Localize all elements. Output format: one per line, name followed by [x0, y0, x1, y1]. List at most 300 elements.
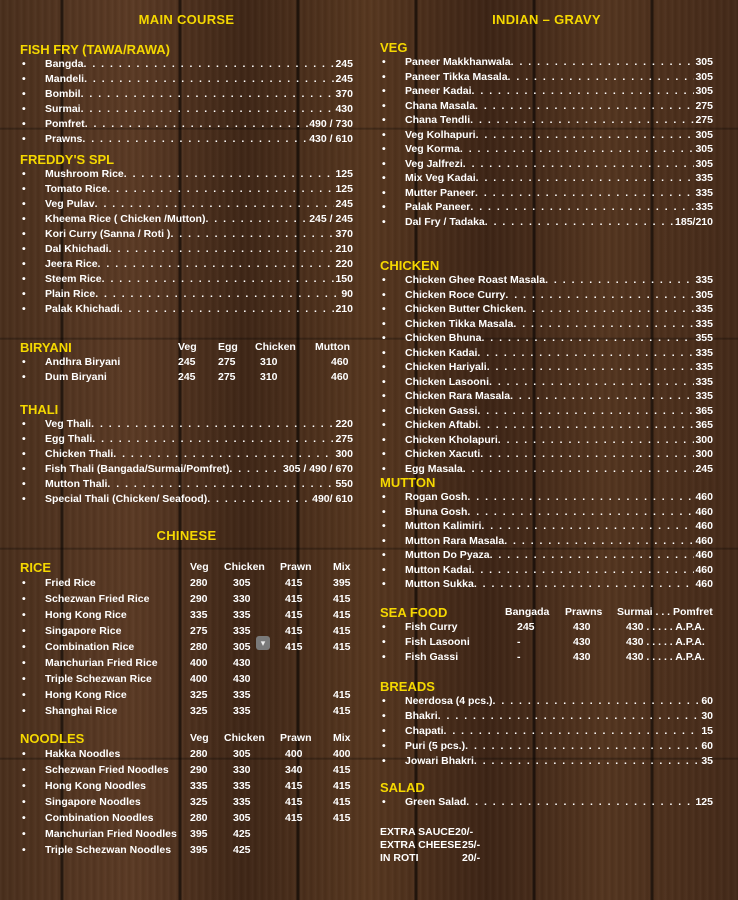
menu-item [20, 432, 353, 447]
menu-item [380, 375, 713, 390]
bullet-icon: • [382, 433, 386, 446]
item-line [405, 724, 713, 739]
item-name: Fish Gassi [405, 651, 459, 663]
bullet-icon: • [382, 462, 386, 475]
bullet-icon: • [382, 491, 386, 503]
item-line [45, 302, 353, 317]
table-row [20, 655, 353, 671]
dot-leader [463, 157, 695, 172]
item-name: Paneer Kadai [405, 85, 472, 97]
item-line [45, 477, 353, 492]
item-name: Bhakri [405, 710, 438, 722]
section-title: NOODLES [20, 731, 85, 746]
item-line [405, 433, 713, 448]
item-list [380, 490, 713, 592]
section-title: FREDDY'S SPL [20, 152, 115, 167]
item-price: 305 [695, 56, 713, 68]
noodles-table [20, 746, 353, 858]
item-price: 430 / 610 [309, 133, 353, 145]
price-cell: 415 [285, 812, 303, 824]
item-name: Singapore Noodles [45, 796, 141, 808]
menu-item [380, 113, 713, 128]
menu-item [20, 72, 353, 87]
bullet-icon: • [22, 228, 26, 240]
price-cell: 415 [285, 593, 303, 605]
item-name: Chicken Butter Chicken [405, 303, 524, 315]
item-price: 460 [695, 549, 713, 561]
price-cell: 280 [190, 577, 208, 589]
extra-row [380, 826, 520, 839]
price-cell: 415 [333, 796, 351, 808]
item-line [405, 171, 713, 186]
table-row [20, 639, 353, 655]
price-cell: 395 [190, 828, 208, 840]
dot-leader [463, 462, 695, 477]
price-cell: 430 . . . . . A.P.A. [626, 651, 705, 663]
item-line [405, 288, 713, 303]
section-title: BIRYANI [20, 340, 72, 355]
price-cell: 400 [190, 673, 208, 685]
bullet-icon: • [22, 812, 26, 824]
item-line [405, 317, 713, 332]
col-header: Prawn [280, 561, 312, 573]
item-line [45, 462, 353, 477]
dot-leader [472, 84, 695, 99]
price-cell: 305 [233, 641, 251, 653]
item-name: Jeera Rice [45, 258, 98, 270]
bullet-icon: • [382, 725, 386, 737]
item-line [45, 182, 353, 197]
price-cell: 275 [190, 625, 208, 637]
menu-item [380, 724, 713, 739]
price-cell: 415 [285, 625, 303, 637]
item-name: Triple Schezwan Noodles [45, 844, 172, 856]
biryani-table [20, 355, 353, 385]
item-name: Combination Noodles [45, 812, 154, 824]
item-line [405, 70, 713, 85]
bullet-icon: • [22, 593, 26, 605]
dot-leader [477, 404, 694, 419]
col-header: Veg [190, 732, 209, 744]
item-line [405, 404, 713, 419]
item-list [380, 273, 713, 476]
item-name: Singapore Rice [45, 625, 122, 637]
bullet-icon: • [22, 448, 26, 460]
item-price: 245 [335, 58, 353, 70]
item-name: Manchurian Fried Noodles [45, 828, 177, 840]
item-line [405, 99, 713, 114]
menu-item [380, 433, 713, 448]
item-name: Chicken Tikka Masala [405, 317, 514, 330]
extra-label: EXTRA SAUCE [380, 826, 455, 838]
price-cell: 335 [190, 609, 208, 621]
price-cell: 325 [190, 689, 208, 701]
price-cell: 415 [333, 705, 351, 717]
col-header: Bangada [505, 606, 550, 618]
col-header: Mutton [315, 341, 350, 353]
price-cell: 425 [233, 844, 251, 856]
item-name: Chicken Bhuna [405, 332, 482, 344]
item-name: Pomfret [45, 118, 85, 130]
item-name: Dum Biryani [45, 371, 107, 383]
item-line [405, 447, 713, 462]
menu-item [20, 87, 353, 102]
item-line [45, 257, 353, 272]
chicken-section [380, 258, 713, 476]
menu-item [380, 84, 713, 99]
bullet-icon: • [382, 448, 386, 460]
item-price: 335 [695, 390, 713, 402]
price-cell: 415 [333, 812, 351, 824]
menu-item [380, 563, 713, 578]
item-price: 335 [695, 361, 713, 373]
menu-item [380, 754, 713, 769]
item-line [45, 102, 353, 117]
table-row [20, 575, 353, 591]
item-line [45, 272, 353, 287]
price-cell: 430 . . . . . A.P.A. [626, 621, 705, 633]
table-row [20, 607, 353, 623]
item-name: Dal Khichadi [45, 243, 109, 255]
seafood-header [380, 605, 713, 620]
bullet-icon: • [382, 143, 386, 155]
item-price: 220 [335, 258, 353, 270]
col-header: Surmai . . . Pomfret [617, 606, 713, 618]
menu-item [20, 242, 353, 257]
menu-item [20, 102, 353, 117]
item-name: Chana Masala [405, 99, 476, 112]
price-cell: 395 [190, 844, 208, 856]
seafood-section [380, 605, 713, 665]
bullet-icon: • [382, 85, 386, 97]
item-line [45, 492, 353, 507]
item-price: 460 [695, 520, 713, 532]
dot-leader [478, 418, 694, 433]
item-name: Tomato Rice [45, 183, 108, 195]
item-line [405, 142, 713, 157]
item-name: Mutton Sukka [405, 578, 474, 590]
col-header: Chicken [255, 341, 296, 353]
menu-item [380, 200, 713, 215]
menu-item [380, 739, 713, 754]
price-cell: 335 [233, 705, 251, 717]
table-row [20, 703, 353, 719]
item-price: 490/ 610 [312, 493, 353, 505]
col-header: Chicken [224, 561, 265, 573]
section-title: SALAD [380, 780, 425, 795]
menu-item [20, 417, 353, 432]
item-name: Chicken Hariyali [405, 361, 487, 373]
table-row [380, 650, 713, 665]
item-line [405, 157, 713, 172]
table-row [20, 826, 353, 842]
dot-leader [107, 477, 334, 492]
bullet-icon: • [22, 673, 26, 685]
menu-item [380, 548, 713, 563]
item-price: 245 / 245 [309, 213, 353, 225]
item-price: 335 [695, 375, 713, 388]
menu-item [20, 167, 353, 182]
item-price: 35 [701, 755, 713, 767]
veg-section [380, 40, 713, 229]
bullet-icon: • [22, 198, 26, 210]
menu-item [380, 534, 713, 549]
menu-item [380, 142, 713, 157]
item-name: Hong Kong Noodles [45, 780, 146, 792]
dot-leader [474, 577, 695, 592]
bullet-icon: • [382, 710, 386, 722]
item-name: Veg Jalfrezi [405, 157, 463, 170]
menu-item [20, 492, 353, 507]
price-cell: 460 [331, 371, 349, 383]
bullet-icon: • [382, 549, 386, 561]
dot-leader [113, 447, 334, 462]
item-line [405, 55, 713, 70]
dot-leader [466, 795, 694, 810]
price-cell: 330 [233, 764, 251, 776]
dot-leader [485, 215, 674, 230]
item-line [405, 519, 713, 534]
bullet-icon: • [22, 493, 26, 505]
bullet-icon: • [382, 186, 386, 199]
item-name: Chicken Kadai [405, 346, 478, 359]
price-cell: 245 [517, 621, 535, 633]
item-name: Palak Khichadi [45, 303, 120, 315]
menu-item [20, 302, 353, 317]
item-price: 370 [335, 228, 353, 240]
dot-leader [467, 505, 694, 520]
item-line [405, 215, 713, 230]
dot-leader [545, 273, 694, 288]
item-price: 185/210 [675, 215, 713, 228]
item-price: 370 [335, 88, 353, 100]
bullet-icon: • [22, 641, 26, 653]
bullet-icon: • [22, 258, 26, 270]
menu-item [20, 257, 353, 272]
table-row [20, 762, 353, 778]
item-line [45, 167, 353, 182]
dot-leader [91, 417, 334, 432]
price-cell: 335 [233, 689, 251, 701]
menu-item [380, 70, 713, 85]
bullet-icon: • [22, 609, 26, 621]
item-line [45, 117, 353, 132]
item-list [20, 417, 353, 507]
item-name: Fish Thali (Bangada/Surmai/Pomfret) [45, 463, 230, 475]
bullet-icon: • [22, 88, 26, 100]
dot-leader [493, 694, 701, 709]
extra-row [380, 852, 520, 865]
price-cell: 340 [285, 764, 303, 776]
price-cell: 280 [190, 812, 208, 824]
dot-leader [472, 563, 695, 578]
item-name: Combination Rice [45, 641, 135, 653]
item-line [45, 432, 353, 447]
bullet-icon: • [382, 755, 386, 767]
item-list [20, 57, 353, 147]
bullet-icon: • [382, 419, 386, 431]
menu-item [380, 577, 713, 592]
dot-leader [523, 302, 694, 317]
extra-row [380, 839, 520, 852]
bullet-icon: • [382, 390, 386, 402]
item-price: 490 / 730 [309, 118, 353, 130]
bullet-icon: • [382, 288, 386, 301]
item-line [405, 302, 713, 317]
menu-item [380, 273, 713, 288]
item-name: Andhra Biryani [45, 356, 121, 368]
item-name: Mutton Kadai [405, 563, 472, 576]
menu-item [380, 418, 713, 433]
table-row [380, 620, 713, 635]
dot-leader [81, 87, 335, 102]
col-header: Prawn [280, 732, 312, 744]
col-header: Egg [218, 341, 238, 353]
item-name: Jowari Bhakri [405, 755, 474, 767]
bullet-icon: • [382, 534, 386, 547]
menu-item [380, 302, 713, 317]
item-price: 335 [695, 186, 713, 199]
item-name: Schezwan Fried Rice [45, 593, 150, 605]
dot-leader [92, 432, 334, 447]
bullet-icon: • [382, 157, 386, 170]
chinese-heading: CHINESE [156, 528, 217, 543]
thali-section [20, 402, 353, 507]
item-line [405, 534, 713, 549]
item-price: 335 [695, 201, 713, 213]
price-cell: 310 [260, 371, 278, 383]
price-cell: - [517, 651, 521, 663]
mutton-section [380, 475, 713, 592]
price-cell: 430 [573, 621, 591, 633]
bullet-icon: • [382, 520, 386, 532]
bullet-icon: • [382, 621, 386, 633]
bullet-icon: • [22, 103, 26, 115]
extra-price: 25/- [462, 839, 481, 851]
item-name: Chicken Lasooni [405, 375, 490, 388]
item-name: Fried Rice [45, 577, 96, 589]
bullet-icon: • [22, 828, 26, 840]
price-cell: 325 [190, 705, 208, 717]
bullet-icon: • [22, 288, 26, 300]
bullet-icon: • [22, 657, 26, 669]
item-name: Green Salad [405, 796, 467, 808]
col-header: Prawns [565, 606, 603, 618]
item-line [405, 360, 713, 375]
item-price: 15 [701, 725, 713, 737]
price-cell: 415 [333, 625, 351, 637]
col-header: Mix [333, 561, 351, 573]
item-name: Bombil [45, 88, 81, 100]
dot-leader [477, 346, 694, 361]
bullet-icon: • [382, 70, 386, 83]
price-cell: 305 [233, 812, 251, 824]
menu-item [20, 212, 353, 227]
dot-leader [124, 167, 335, 182]
item-price: 275 [335, 433, 353, 445]
item-price: 275 [695, 114, 713, 126]
menu-item [380, 360, 713, 375]
item-price: 300 [695, 448, 713, 460]
item-line [405, 490, 713, 505]
section-title: THALI [20, 402, 59, 417]
dot-leader [489, 375, 694, 390]
item-price: 305 [695, 85, 713, 97]
item-price: 305 / 490 / 670 [282, 463, 353, 475]
item-price: 150 [335, 273, 353, 285]
item-price: 125 [335, 168, 353, 180]
price-cell: 245 [178, 371, 196, 383]
bullet-icon: • [22, 433, 26, 445]
dot-leader [510, 389, 694, 404]
item-line [405, 113, 713, 128]
menu-item [380, 709, 713, 724]
dot-leader [95, 287, 340, 302]
item-line [405, 754, 713, 769]
item-name: Chicken Thali [45, 448, 114, 460]
dot-leader [505, 288, 694, 303]
bullet-icon: • [22, 796, 26, 808]
col-header: Mix [333, 732, 351, 744]
dot-leader [95, 197, 335, 212]
dot-leader [470, 113, 694, 128]
item-price: 460 [695, 534, 713, 547]
item-list [380, 55, 713, 229]
bullet-icon: • [22, 213, 26, 225]
item-price: 275 [695, 99, 713, 112]
table-row [20, 794, 353, 810]
dot-leader [470, 200, 694, 215]
dot-leader [109, 242, 335, 257]
chevron-down-icon[interactable]: ▾ [256, 636, 270, 650]
item-price: 460 [695, 491, 713, 503]
item-line [45, 197, 353, 212]
price-cell: 400 [333, 748, 351, 760]
item-name: Mandeli [45, 73, 85, 85]
table-row [20, 623, 353, 639]
price-cell: 275 [218, 356, 236, 368]
bullet-icon: • [22, 463, 26, 475]
item-name: Surmai [45, 103, 81, 115]
item-name: Dal Fry / Tadaka [405, 215, 485, 228]
dot-leader [82, 132, 308, 147]
dot-leader [438, 709, 701, 724]
menu-item [380, 462, 713, 477]
dot-leader [460, 142, 695, 157]
dot-leader [207, 492, 311, 507]
price-cell: 415 [333, 689, 351, 701]
item-name: Paneer Makkhanwala [405, 56, 511, 68]
table-row [20, 591, 353, 607]
bullet-icon: • [22, 625, 26, 637]
menu-item [380, 447, 713, 462]
price-cell: 415 [285, 609, 303, 621]
price-cell: 290 [190, 764, 208, 776]
noodles-section [20, 731, 353, 858]
item-price: 305 [695, 157, 713, 170]
dot-leader [467, 490, 694, 505]
item-line [45, 72, 353, 87]
price-cell: 290 [190, 593, 208, 605]
col-header: Chicken [224, 732, 265, 744]
noodles-header [20, 731, 353, 746]
price-cell: - [517, 636, 521, 648]
price-cell: 335 [233, 625, 251, 637]
item-name: Schezwan Fried Noodles [45, 764, 169, 776]
menu-item [380, 490, 713, 505]
fish-fry-section [20, 42, 353, 147]
item-name: Shanghai Rice [45, 705, 118, 717]
